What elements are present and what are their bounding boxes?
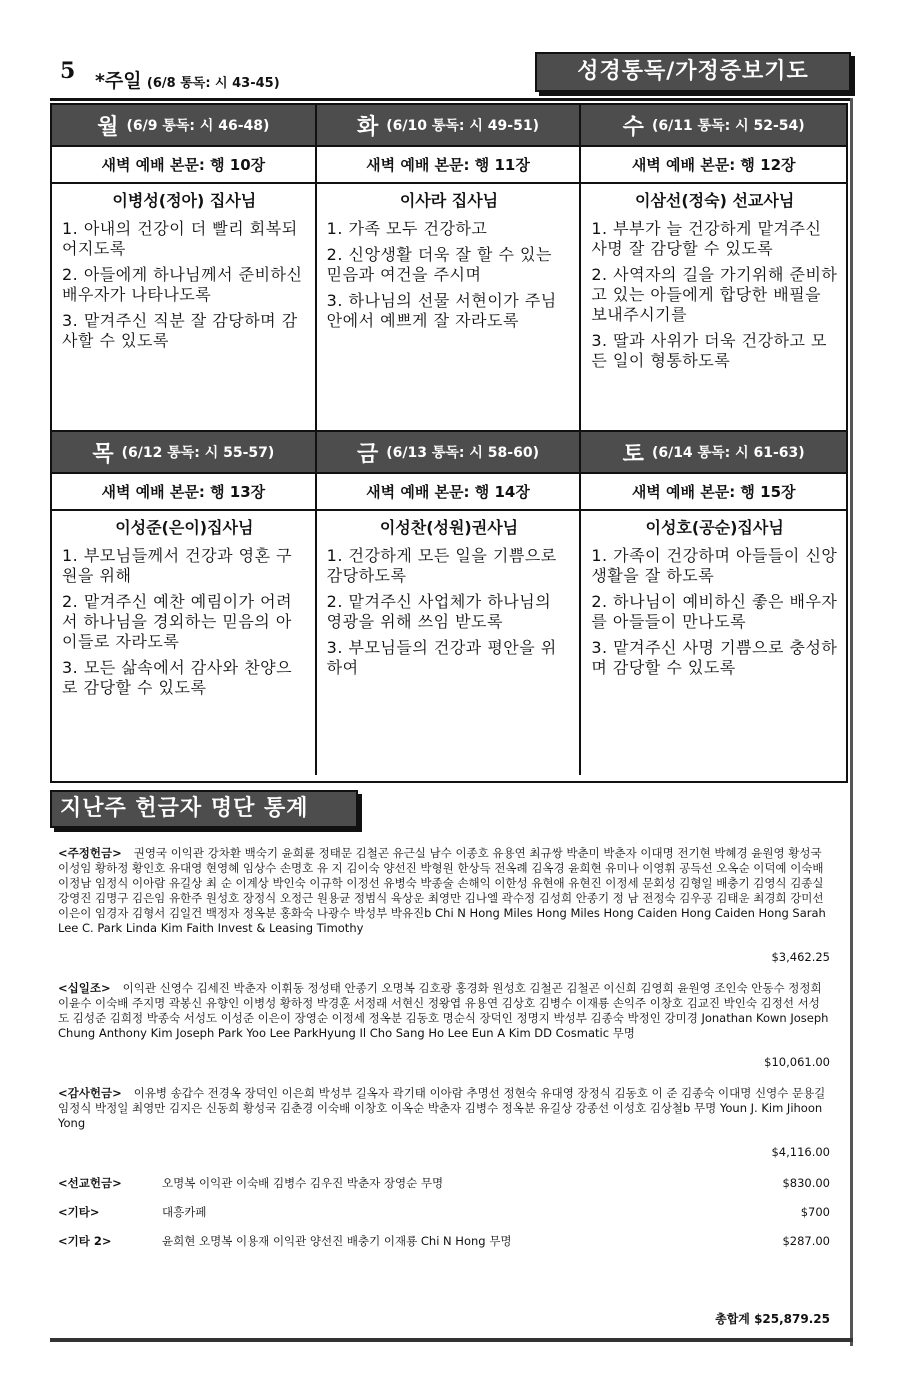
day-reading: (6/11 통독: 시 52-54) — [651, 118, 805, 134]
day-header-fri — [317, 432, 582, 474]
divider — [50, 1338, 853, 1342]
donor-category-label: <감사헌금> — [58, 1086, 122, 1100]
sermon-text: 새벽 예배 본문: 행 11장 — [317, 147, 582, 184]
donor-names: 오명복 이익관 이숙배 김병수 김우진 박춘자 장영순 무명 — [162, 1176, 444, 1190]
prayer-item: 1. 아내의 건강이 더 빨리 회복되어지도록 — [62, 219, 298, 258]
day-name: 수 — [622, 114, 644, 140]
donor-names: 윤희현 오명복 이용재 이익관 양선진 배충기 이재룡 Chi N Hong 무명 — [162, 1234, 512, 1248]
donor-row-mission — [58, 1176, 830, 1191]
donor-amount: $10,061.00 — [764, 1055, 830, 1069]
day-name: 목 — [92, 441, 114, 467]
prayer-cell — [52, 511, 317, 775]
donor-category-label: <기타 2> — [58, 1234, 112, 1248]
prayer-item: 3. 딸과 사위가 더욱 건강하고 모든 일이 형통하도록 — [591, 331, 827, 370]
prayer-item: 1. 가족 모두 건강하고 — [326, 219, 488, 238]
prayer-cell — [317, 184, 582, 432]
prayer-cell — [581, 511, 846, 775]
donor-names: 이유병 송갑수 전경옥 장덕인 이은희 박성부 길옥자 곽기태 이아람 추명선 정현숙 유대영 장정식 김동호 이 준 김종숙 이대명 신영수 문용길 임정식 박정일 최영만 김지은 신동희 황성국 김춘경 이숙배 이창호 이옥순 박춘자 김병수 정옥분 유길상 강종선 이성호 김상철b 무명 Youn J. Kim Jihoon Yong — [58, 1086, 826, 1130]
prayer-item: 3. 부모님들의 건강과 평안을 위하여 — [326, 638, 557, 677]
divider — [50, 98, 850, 101]
prayer-grid — [50, 103, 848, 783]
day-header-tue — [317, 105, 582, 147]
day-header-sat — [581, 432, 846, 474]
donor-category-label: <기타> — [58, 1205, 100, 1219]
prayer-person: 이성호(공순)집사님 — [645, 518, 784, 537]
sermon-text: 새벽 예배 본문: 행 14장 — [317, 474, 582, 511]
prayer-item: 3. 맡겨주신 사명 기쁨으로 충성하며 감당할 수 있도록 — [591, 638, 838, 677]
sermon-text: 새벽 예배 본문: 행 10장 — [52, 147, 317, 184]
prayer-person: 이사라 집사님 — [399, 191, 499, 210]
donor-block-tithe — [58, 846, 830, 965]
donor-section-title: 지난주 헌금자 명단 통계 — [50, 790, 358, 828]
donor-names: 권영국 이익관 강차환 백숙기 윤희륜 정태문 김철곤 유근실 남수 이종호 유용연 최규쌍 박춘미 박춘자 이대명 전기현 박혜경 윤원영 황성국 이성임 황하정 황인호 유대영 현영혜 임상수 손명호 유 지 김이숙 양선진 박형원 한상득 전옥례 김옥경 윤희현 유미나 이영휘 공득선 오옥순 이덕예 이숙배 이정남 임정식 이아람 유길상 최 순 이계상 박인숙 이규학 이정선 유병숙 박종술 손해익 이한성 유현애 유현진 이정세 문회성 김형일 배충기 김영식 김종실 강영진 김명구 김은임 유한주 원성호 장정식 오정근 원용균 정범식 육상운 최영만 김나엘 곽수정 김성희 안종기 정 남 전정숙 김우공 김태운 최경희 강미선 이은이 임경자 김형서 김일건 백정자 정옥분 홍화숙 나광수 박성부 박유진b Chi N Hong Miles Hong Miles Hong Caiden Hong Caiden Hong Sarah Lee C. Park Linda Kim Faith Invest & Leasing Timothy — [58, 846, 826, 935]
prayer-person: 이삼선(정숙) 선교사님 — [635, 191, 795, 210]
donor-amount: $287.00 — [782, 1234, 830, 1248]
prayer-item: 1. 건강하게 모든 일을 기쁨으로 감당하도록 — [326, 546, 557, 585]
grand-total: 총합계 $25,879.25 — [715, 1312, 830, 1326]
day-name: 금 — [357, 441, 379, 467]
day-reading: (6/9 통독: 시 46-48) — [126, 118, 270, 134]
prayer-item: 2. 맡겨주신 사업체가 하나님의 영광을 위해 쓰임 받도록 — [326, 592, 552, 631]
donor-row-other2 — [58, 1234, 830, 1249]
day-reading: (6/13 통독: 시 58-60) — [386, 445, 539, 461]
sermon-text: 새벽 예배 본문: 행 13장 — [52, 474, 317, 511]
sermon-text: 새벽 예배 본문: 행 15장 — [581, 474, 846, 511]
day-reading: (6/10 통독: 시 49-51) — [386, 118, 539, 134]
prayer-item: 3. 모든 삶속에서 감사와 찬양으로 감당할 수 있도록 — [62, 658, 293, 697]
day-name: 월 — [97, 114, 119, 140]
prayer-item: 3. 하나님의 선물 서현이가 주님 안에서 예쁘게 잘 자라도록 — [326, 291, 557, 330]
day-header-wed — [581, 105, 846, 147]
donor-block-week — [58, 981, 830, 1070]
prayer-item: 1. 부모님들께서 건강과 영혼 구원을 위해 — [62, 546, 293, 585]
donor-category-label: <십일조> — [58, 981, 111, 995]
day-reading: (6/14 통독: 시 61-63) — [651, 445, 805, 461]
prayer-item: 2. 사역자의 길을 가기위해 준비하고 있는 아들에게 합당한 배필을 보내주시기를 — [591, 265, 838, 324]
page-number: 5 — [60, 58, 76, 84]
donor-block-thanks — [58, 1086, 830, 1160]
prayer-person: 이병성(정아) 집사님 — [112, 191, 257, 210]
prayer-person: 이성준(은이)집사님 — [115, 518, 254, 537]
donor-amount: $4,116.00 — [771, 1145, 830, 1159]
day-header-mon — [52, 105, 317, 147]
prayer-item: 1. 부부가 늘 건강하게 맡겨주신 사명 잘 감당할 수 있도록 — [591, 219, 822, 258]
donor-amount: $3,462.25 — [771, 950, 830, 964]
section-title: 성경통독/가정중보기도 — [535, 52, 851, 92]
divider — [850, 98, 853, 1346]
sunday-reading — [95, 66, 280, 93]
donor-row-other — [58, 1205, 830, 1220]
sunday-mark: *주일 — [95, 70, 142, 92]
prayer-item: 3. 맡겨주신 직분 잘 감당하며 감사할 수 있도록 — [62, 311, 298, 350]
day-name: 화 — [357, 114, 379, 140]
prayer-item: 2. 맡겨주신 예찬 예림이가 어려서 하나님을 경외하는 믿음의 아이들로 자라도록 — [62, 592, 293, 651]
sunday-reading-text: (6/8 통독: 시 43-45) — [146, 76, 280, 91]
sermon-text: 새벽 예배 본문: 행 12장 — [581, 147, 846, 184]
donor-amount: $700 — [800, 1205, 830, 1219]
prayer-item: 2. 신앙생활 더욱 잘 할 수 있는 믿음과 여건을 주시며 — [326, 245, 552, 284]
donor-list — [58, 846, 830, 1263]
prayer-item: 2. 하나님이 예비하신 좋은 배우자를 아들들이 만나도록 — [591, 592, 838, 631]
donor-names: 이익관 신영수 김세진 박춘자 이휘동 정성태 안종기 오명복 김호광 홍경화 원성호 김철곤 김철곤 이신희 김영희 윤원영 조인숙 안동수 정정희 이윤수 이숙배 주지명 곽봉신 유향인 이병성 황하정 박경훈 서정래 서현신 정왕엽 유용연 김상호 김병수 이재룡 손익주 이창호 김교진 박인숙 김정선 서성도 김성준 김희정 박종숙 서성도 이성준 이은이 장영순 이정세 정옥분 김동호 명순식 장덕인 정명지 박성부 김종숙 박정인 강미경 Jonathan Kown Joseph Chung Anthony Kim Joseph Park Yoo Lee ParkHyung Il Cho Sang Ho Lee Eun A Kim DD Cosmatic 무명 — [58, 981, 829, 1040]
prayer-cell — [581, 184, 846, 432]
prayer-item: 1. 가족이 건강하며 아들들이 신앙생활을 잘 하도록 — [591, 546, 838, 585]
prayer-cell — [52, 184, 317, 432]
donor-names: 대흥카페 — [162, 1205, 207, 1219]
donor-category-label: <주정헌금> — [58, 846, 122, 860]
donor-amount: $830.00 — [782, 1176, 830, 1190]
day-name: 토 — [622, 441, 644, 467]
prayer-cell — [317, 511, 582, 775]
prayer-person: 이성찬(성원)권사님 — [379, 518, 519, 537]
prayer-item: 2. 아들에게 하나님께서 준비하신 배우자가 나타나도록 — [62, 265, 303, 304]
day-header-thu — [52, 432, 317, 474]
day-reading: (6/12 통독: 시 55-57) — [121, 445, 275, 461]
donor-category-label: <선교헌금> — [58, 1176, 122, 1190]
